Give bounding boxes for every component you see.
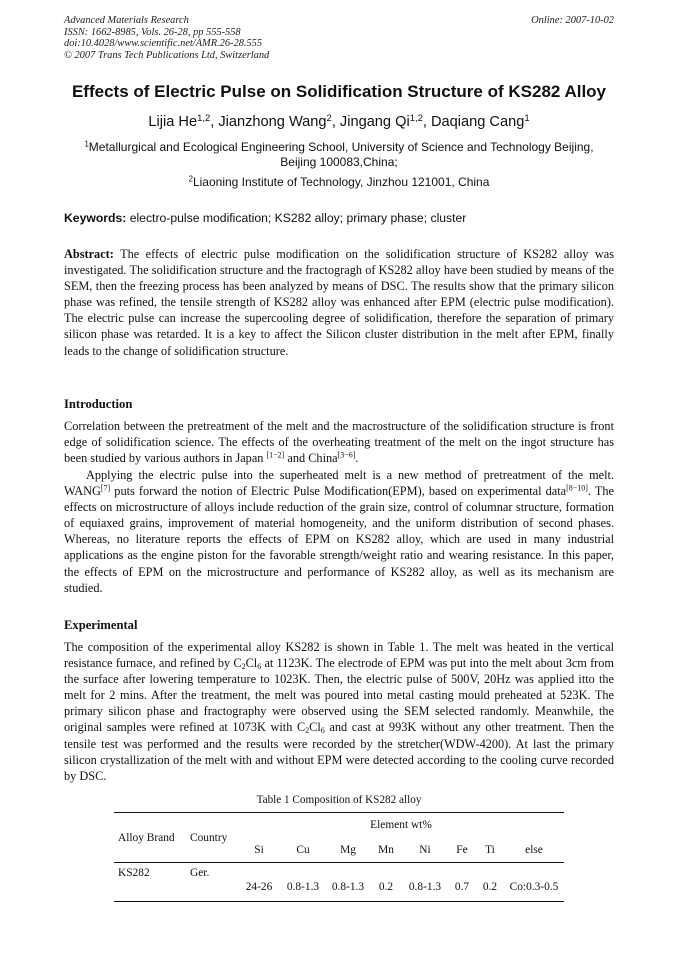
table-cell: 24-26 <box>238 863 280 902</box>
table-header-cell: Alloy Brand <box>114 813 186 863</box>
paragraph-text: and cast at 993K without any other treatment. Then the tensile test was performed and the results were recorded by the stretcher(WDW-4200). At last the primary silicon crystallization of the melt with and without EPM were detected according to the cooling curve recorded by DSC. <box>64 720 615 783</box>
table-header-cell: Si <box>238 838 280 863</box>
table-group-header: Element wt% <box>238 813 564 838</box>
table-cell: 0.8-1.3 <box>326 863 370 902</box>
table-cell: 0.8-1.3 <box>402 863 448 902</box>
paragraph-text: Cl <box>309 720 321 735</box>
affiliation-text: Liaoning Institute of Technology, Jinzhou 121001, China <box>192 175 490 189</box>
paragraph-text: . The effects on microstructure of alloys include reduction of the grain size, control of columnar structure, formation of equiaxed grains, improvement of material homogeneity, and the uniform distribution of second phases. Whereas, no literature reports the effects of EPM on KS282 alloy, which are used in many industrial applications as the engine piston for the favorable strength/weight ratio and wearing resistance. In this paper, the effects of EPM on the microstructure and performance of KS282 alloy, as well as its mechanism are studied. <box>64 484 614 595</box>
journal-header <box>64 15 269 61</box>
paper-title: Effects of Electric Pulse on Solidification Structure of KS282 Alloy <box>71 82 607 101</box>
subscript: 6 <box>257 662 262 672</box>
table-header-cell: Ti <box>476 838 504 863</box>
table-cell: 0.7 <box>448 863 476 902</box>
abstract <box>64 246 614 359</box>
keywords-label: Keywords: <box>64 211 127 225</box>
paragraph-text: and China <box>284 451 338 466</box>
affiliation-2 <box>64 175 614 190</box>
table-cell: 0.2 <box>476 863 504 902</box>
abstract-label: Abstract: <box>64 247 114 261</box>
author-affiliation-mark: 2 <box>326 112 332 124</box>
author-affiliation-mark: 1,2 <box>409 112 423 124</box>
table-cell: 0.8-1.3 <box>280 863 326 902</box>
citation: [7] <box>100 483 111 493</box>
author-list: Lijia He$^{1,2}$, Jianzhong Wang$^2$, Jingang Qi$^{1,2}$, Daqiang Cang$^1$ <box>148 112 530 130</box>
author-affiliation-mark: 1 <box>524 112 530 124</box>
online-date: Online: 2007-10-02 <box>531 15 614 26</box>
affiliation-1 <box>64 140 614 170</box>
citation: [3−6] <box>337 450 356 460</box>
table-header-cell: else <box>504 838 564 863</box>
affiliation-text: Beijing 100083,China; <box>280 155 398 169</box>
table-header-cell: Country <box>186 813 238 863</box>
paragraph-text: . <box>355 451 359 466</box>
table-cell: 0.2 <box>370 863 402 902</box>
copyright-line: © 2007 Trans Tech Publications Ltd, Switzerland <box>64 49 270 61</box>
paragraph-text: Correlation between the pretreatment of the melt and the macrostructure of the solidification structure is front edge of solidification science. The effects of the overheating treatment of the melt on the ingot structure has been studied by various authors in Japan <box>64 419 614 466</box>
subscript: 2 <box>241 662 246 672</box>
author-name: Lijia He <box>148 114 198 130</box>
section-heading-experimental: Experimental <box>64 618 138 632</box>
table-cell: Co:0.3-0.5 <box>504 863 564 902</box>
citation: [1−2] <box>266 450 285 460</box>
paragraph-text: The composition of the experimental alloy KS282 is shown in Table 1. The melt was heated in the vertical resistance furnace, and refined by C <box>64 640 614 671</box>
author-affiliation-mark: 1,2 <box>197 112 211 124</box>
table-cell: KS282 <box>114 863 186 902</box>
doi-line: doi:10.4028/www.scientific.net/AMR.26-28.555 <box>64 38 263 50</box>
table-header-cell: Mg <box>326 838 370 863</box>
keywords-text: electro-pulse modification; KS282 alloy; primary phase; cluster <box>126 211 467 225</box>
paragraph-text: Cl <box>245 656 258 671</box>
author-name: Daqiang Cang <box>431 114 525 130</box>
table-cell: Ger. <box>186 863 238 902</box>
section-heading-introduction: Introduction <box>64 397 133 411</box>
issn-line: ISSN: 1662-8985, Vols. 26-28, pp 555-558 <box>64 26 241 38</box>
introduction-paragraph-2 <box>64 467 614 596</box>
paragraph-text: puts forward the notion of Electric Pulse Modification(EPM), based on experimental data <box>110 484 567 499</box>
abstract-text: The effects of electric pulse modification on the solidification structure of KS282 alloy was investigated. The solidification structure and the fractogragh of KS282 alloy have been studied by means of the SEM, then the freezing process has been analyzed by means of DSC. The results show that the primary silicon phase was refined, the tensile strength of KS282 alloy was enhanced after EPM (electric pulse modification). The electric pulse can increase the supercooling degree of solidification, therefore the separation of primary silicon phase was retarded. It is a key to affect the Silicon cluster distribution in the melt after EPM, finally leads to the change of solidification structure. <box>64 247 614 358</box>
journal-name: Advanced Materials Research <box>64 15 189 26</box>
composition-table <box>114 812 564 902</box>
table-header-cell: Cu <box>280 838 326 863</box>
experimental-paragraph <box>64 639 614 784</box>
affiliation-number: 2 <box>188 174 193 184</box>
table-row <box>114 863 564 902</box>
affiliation-text: Metallurgical and Ecological Engineering School, University of Science and Technology Beijing, <box>88 140 594 154</box>
paragraph-text: Applying the electric pulse into the superheated melt is a new method of pretreatment of the melt. WANG <box>64 468 614 499</box>
affiliation-number: 1 <box>84 139 89 149</box>
introduction-paragraph-1 <box>64 418 614 466</box>
table-caption: Table 1 Composition of KS282 alloy <box>256 794 422 806</box>
author-name: Jianzhong Wang <box>218 114 327 130</box>
subscript: 2 <box>305 726 310 736</box>
table-header-row <box>114 813 564 838</box>
keywords <box>64 211 624 225</box>
subscript: 6 <box>320 726 325 736</box>
citation: [8−10] <box>566 483 588 493</box>
table-header-cell: Ni <box>402 838 448 863</box>
table-header-cell: Mn <box>370 838 402 863</box>
table-header-cell: Fe <box>448 838 476 863</box>
paragraph-text: at 1123K. The electrode of EPM was put into the melt about 3cm from the surface after lowering temperature to 1023K. Then, the electric pulse of 500V, 20Hz was applied itto the melt for 2 mins. After the treatment, the melt was poured into metal casting mould preheated at 523K. The primary silicon phase and fractography were observed using the SEM selected randomly. Meanwhile, the original samples were refined at 1073K with C <box>64 656 614 735</box>
author-name: Jingang Qi <box>339 114 410 130</box>
